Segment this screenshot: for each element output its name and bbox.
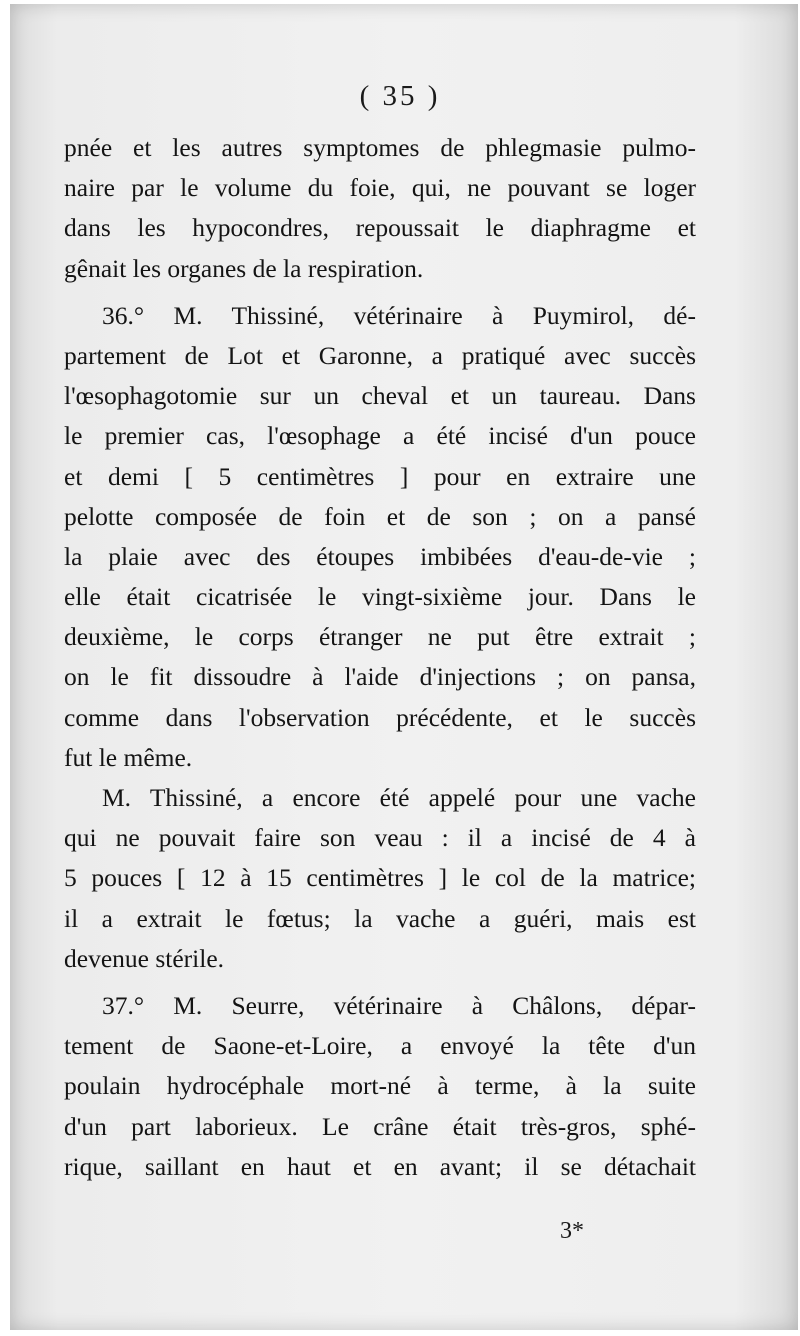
paragraph-37 xyxy=(64,986,696,1187)
text-line: la plaie avec des étoupes imbibées d'eau-de-vie ; xyxy=(64,541,696,571)
text-line: partement de Lot et Garonne, a pratiqué avec succès xyxy=(64,340,696,370)
body-text xyxy=(64,128,696,1187)
text-line: 37.° M. Seurre, vétérinaire à Châlons, dépar- xyxy=(102,990,696,1020)
text-line: M. Thissiné, a encore été appelé pour une vache xyxy=(102,783,696,812)
text-line: d'un part laborieux. Le crâne était très-gros, sphé- xyxy=(64,1111,696,1141)
paragraph-thissine-vache xyxy=(64,778,696,979)
text-line: deuxième, le corps étranger ne put être extrait ; xyxy=(64,622,696,652)
text-line: naire par le volume du foie, qui, ne pouvant se loger xyxy=(64,173,696,203)
page-number: ( 35 ) xyxy=(359,80,441,112)
text-line: et demi [ 5 centimètres ] pour en extraire une xyxy=(64,461,696,491)
text-line: on le fit dissoudre à l'aide d'injections ; on pansa, xyxy=(64,662,696,692)
signature-mark: 3* xyxy=(560,1218,584,1244)
text-line: dans les hypocondres, repoussait le diaphragme et xyxy=(64,213,696,243)
text-line: rique, saillant en haut et en avant; il se détachait xyxy=(64,1151,696,1181)
text-line: qui ne pouvait faire son veau : il a incisé de 4 à xyxy=(64,823,696,853)
text-line: poulain hydrocéphale mort-né à terme, à la suite xyxy=(64,1071,696,1101)
text-line: pnée et les autres symptomes de phlegmasie pulmo- xyxy=(64,133,696,162)
text-line: l'œsophagotomie sur un cheval et un taureau. Dans xyxy=(64,381,696,411)
text-line: 36.° M. Thissiné, vétérinaire à Puymirol, dé- xyxy=(102,300,696,330)
text-line: le premier cas, l'œsophage a été incisé d'un pouce xyxy=(64,421,696,451)
text-line: comme dans l'observation précédente, et le succès xyxy=(64,702,696,732)
text-line: elle était cicatrisée le vingt-sixième jour. Dans le xyxy=(64,582,696,612)
text-line: devenue stérile. xyxy=(64,943,225,973)
paragraph-continuation xyxy=(64,128,696,289)
paragraph-36 xyxy=(64,296,696,778)
text-line: pelotte composée de foin et de son ; on a pansé xyxy=(64,501,696,531)
text-line: gênait les organes de la respiration. xyxy=(64,253,424,283)
text-line: il a extrait le fœtus; la vache a guéri, mais est xyxy=(64,903,696,933)
text-line: tement de Saone-et-Loire, a envoyé la tête d'un xyxy=(64,1031,696,1061)
text-line: fut le même. xyxy=(64,742,193,772)
text-line: 5 pouces [ 12 à 15 centimètres ] le col de la matrice; xyxy=(64,863,696,893)
